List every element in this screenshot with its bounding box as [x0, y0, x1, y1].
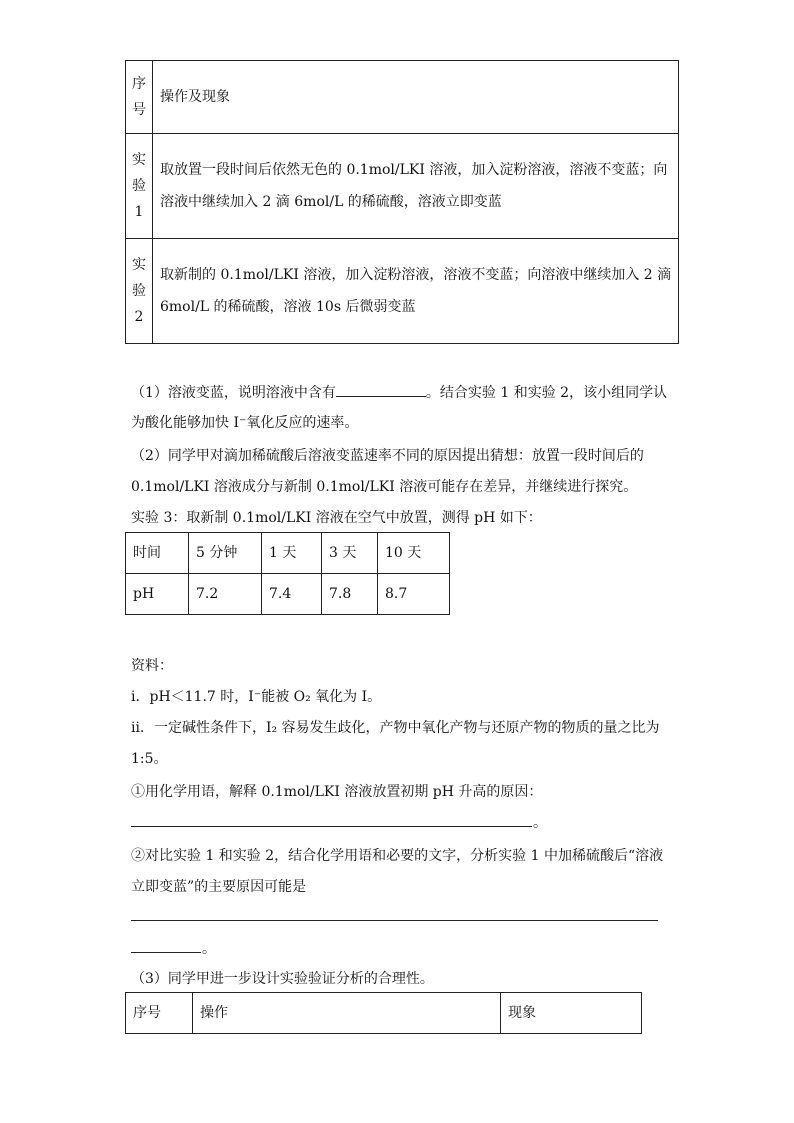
question-3: （3）同学甲进一步设计实验验证分析的合理性。 [131, 971, 434, 987]
table-cell [378, 574, 450, 615]
table-cell [126, 574, 189, 615]
cell-text: 操作 [200, 1005, 228, 1021]
row-desc-line: 6mol/L 的稀硫酸，溶液 10s 后微弱变蓝 [160, 299, 416, 315]
row-desc-line: 溶液中继续加入 2 滴 6mol/L 的稀硫酸，溶液立即变蓝 [160, 194, 502, 210]
table-row [126, 134, 679, 239]
answer-line[interactable] [131, 920, 658, 921]
sub-question-1: ①用化学用语，解释 0.1mol/LKI 溶液放置初期 pH 升高的原因： [131, 784, 543, 800]
ph-table [125, 532, 450, 615]
table-cell [501, 993, 642, 1034]
header-no-text: 序号 [132, 76, 146, 118]
question-1-line1 [131, 382, 667, 402]
table-row [126, 574, 450, 615]
row-no [126, 134, 153, 239]
info-item-ii-line1: ⅱ．一定碱性条件下，I₂ 容易发生歧化，产物中氧化产物与还原产物的物质的量之比为 [131, 720, 660, 736]
table-cell [189, 574, 262, 615]
info-item-ii-line2: 1:5。 [131, 751, 168, 767]
experiment-table [125, 60, 679, 344]
table-cell [322, 533, 378, 574]
answer-blank[interactable] [336, 382, 426, 397]
table-cell [322, 574, 378, 615]
cell-text: 序号 [133, 1005, 161, 1021]
table-cell [262, 574, 322, 615]
row-no-text: 实验2 [132, 257, 146, 325]
q1-text-a: （1）溶液变蓝，说明溶液中含有 [131, 385, 336, 401]
verification-table [125, 992, 642, 1034]
table-cell [378, 533, 450, 574]
sub-question-2-line2: 立即变蓝”的主要原因可能是 [131, 879, 307, 895]
cell-text: pH [133, 586, 155, 602]
table-row [126, 533, 450, 574]
row-desc [153, 134, 679, 239]
question-2-line2: 0.1mol/LKI 溶液成分与新制 0.1mol/LKI 溶液可能存在差异，并继续进行探究。 [131, 479, 638, 495]
cell-text: 10 天 [385, 545, 422, 561]
info-item-i: ⅰ．pH＜11.7 时，I⁻能被 O₂ 氧化为 I。 [131, 689, 382, 705]
experiment-3-text: 实验 3：取新制 0.1mol/LKI 溶液在空气中放置，测得 pH 如下： [131, 510, 542, 526]
table-cell [262, 533, 322, 574]
cell-text: 1 天 [269, 545, 297, 561]
cell-text: 7.4 [269, 586, 292, 602]
header-desc [153, 61, 679, 134]
info-title: 资料： [131, 658, 173, 674]
sub-question-1-end: 。 [533, 815, 547, 831]
header-no [126, 61, 153, 134]
cell-text: 时间 [133, 545, 161, 561]
table-cell [126, 993, 193, 1034]
sub-question-2-end: 。 [202, 941, 216, 957]
cell-text: 8.7 [385, 586, 408, 602]
cell-text: 7.8 [329, 586, 352, 602]
cell-text: 7.2 [196, 586, 219, 602]
table-cell [126, 533, 189, 574]
table-header-row [126, 993, 642, 1034]
table-row [126, 239, 679, 344]
answer-line[interactable] [131, 826, 532, 827]
table-cell [189, 533, 262, 574]
row-desc-line: 取新制的 0.1mol/LKI 溶液，加入淀粉溶液，溶液不变蓝；向溶液中继续加入 2 滴 [160, 267, 672, 283]
answer-line[interactable] [131, 952, 201, 953]
q1-text-b: 。结合实验 1 和实验 2，该小组同学认 [425, 385, 668, 401]
table-header-row [126, 61, 679, 134]
row-no [126, 239, 153, 344]
question-2-line1: （2）同学甲对滴加稀硫酸后溶液变蓝速率不同的原因提出猜想：放置一段时间后的 [131, 448, 644, 464]
header-desc-text: 操作及现象 [160, 89, 230, 105]
table-cell [193, 993, 501, 1034]
row-desc-line: 取放置一段时间后依然无色的 0.1mol/LKI 溶液，加入淀粉溶液，溶液不变蓝；向 [160, 162, 668, 178]
cell-text: 现象 [508, 1005, 536, 1021]
cell-text: 3 天 [329, 545, 357, 561]
sub-question-2-line1: ②对比实验 1 和实验 2，结合化学用语和必要的文字，分析实验 1 中加稀硫酸后“溶液 [131, 848, 664, 864]
cell-text: 5 分钟 [196, 545, 238, 561]
question-1-line2: 为酸化能够加快 I⁻氧化反应的速率。 [131, 415, 359, 431]
row-no-text: 实验1 [132, 152, 146, 220]
row-desc [153, 239, 679, 344]
